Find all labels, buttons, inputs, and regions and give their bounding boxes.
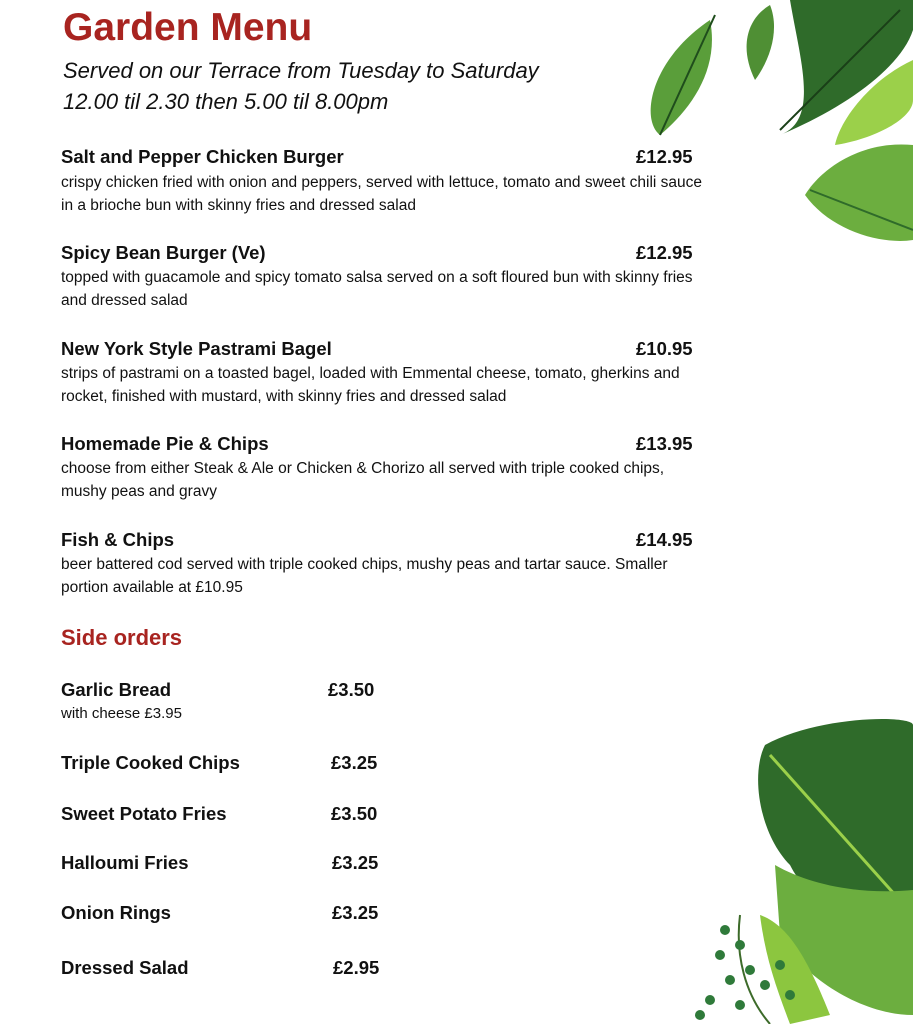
menu-item-price: £14.95 (636, 529, 693, 550)
menu-item-name: Homemade Pie & Chips (61, 433, 269, 454)
menu-item-price: £10.95 (636, 338, 693, 359)
side-orders-heading: Side orders (61, 625, 183, 650)
side-item-name: Garlic Bread (61, 679, 172, 700)
side-item-price: £3.25 (331, 752, 378, 773)
menu-item-description: choose from either Steak & Ale or Chicken & Chorizo all served with triple cooked chips, mushy peas and gravy (61, 460, 665, 500)
leaf-decoration-bottom-icon (680, 715, 913, 1024)
menu-item-name: Spicy Bean Burger (Ve) (61, 242, 266, 263)
menu-item-price: £12.95 (636, 242, 693, 263)
menu-item-price: £13.95 (636, 433, 693, 454)
menu-item-name: Fish & Chips (61, 529, 175, 550)
side-item-price: £3.50 (328, 679, 375, 700)
menu-item-name: New York Style Pastrami Bagel (61, 338, 332, 359)
menu-item-description: topped with guacamole and spicy tomato salsa served on a soft floured bun with skinny fries and dressed salad (61, 269, 693, 309)
side-item-name: Dressed Salad (61, 957, 189, 978)
menu-item-description: strips of pastrami on a toasted bagel, loaded with Emmental cheese, tomato, gherkins and rocket, finished with mustard, with skinny fries and dressed salad (61, 365, 680, 405)
side-item-price: £3.25 (332, 852, 379, 873)
side-item-name: Halloumi Fries (61, 852, 189, 873)
menu-item-price: £12.95 (636, 146, 693, 167)
menu-item-description: crispy chicken fried with onion and peppers, served with lettuce, tomato and sweet chili sauce in a brioche bun with skinny fries and dressed salad (61, 174, 703, 214)
side-item-name: Triple Cooked Chips (61, 752, 240, 773)
side-item-name: Sweet Potato Fries (61, 803, 227, 824)
side-item-price: £2.95 (333, 957, 380, 978)
menu-item-description: beer battered cod served with triple cooked chips, mushy peas and tartar sauce. Smaller portion available at £10.95 (61, 556, 668, 596)
subtitle-hours: 12.00 til 2.30 then 5.00 til 8.00pm (63, 89, 389, 114)
side-item-note: with cheese £3.95 (61, 705, 182, 722)
menu-item-name: Salt and Pepper Chicken Burger (61, 146, 344, 167)
page-title: Garden Menu (63, 6, 313, 49)
side-item-name: Onion Rings (61, 902, 171, 923)
side-item-price: £3.50 (331, 803, 378, 824)
side-item-price: £3.25 (332, 902, 379, 923)
subtitle-days: Served on our Terrace from Tuesday to Saturday (63, 58, 539, 83)
